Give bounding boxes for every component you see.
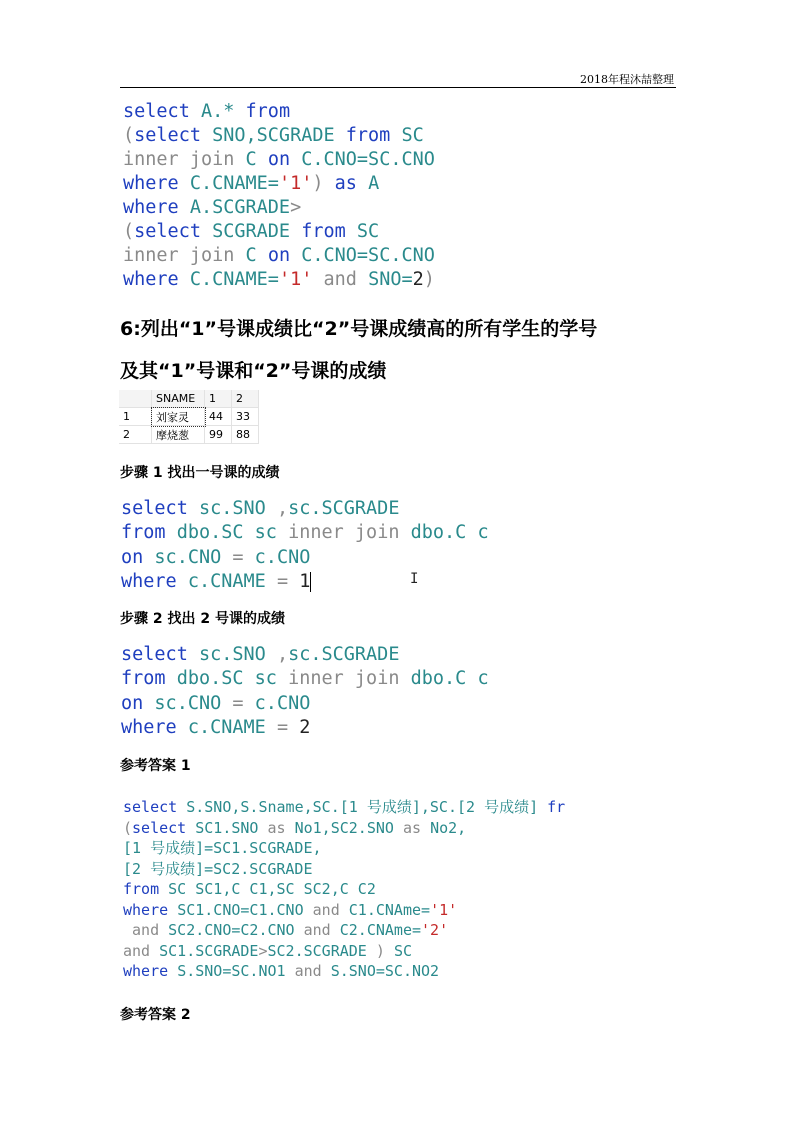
code-token: SNO= xyxy=(368,269,413,290)
code-token: C1.CNAme= xyxy=(348,900,431,919)
code-line xyxy=(123,900,565,921)
code-token: SC xyxy=(356,221,380,242)
code-line xyxy=(121,643,489,667)
code-token: sc.SCGRADE xyxy=(288,644,400,665)
code-token: on xyxy=(267,149,302,170)
code-token: sc.CNO xyxy=(154,692,233,714)
code-token: C2.CNAme= xyxy=(339,921,422,939)
code-token: from xyxy=(121,522,177,544)
code-token: > xyxy=(290,197,302,218)
code-token: where xyxy=(123,173,190,194)
code-line xyxy=(123,859,565,880)
code-token: and xyxy=(123,921,169,939)
code-token: SC SC1,C C1,SC SC2,C C2 xyxy=(168,880,376,898)
code-token: as xyxy=(402,818,431,837)
page-header xyxy=(120,71,676,88)
code-line xyxy=(121,546,489,570)
ibeam-cursor-icon: I xyxy=(410,571,419,587)
code-token: on xyxy=(267,245,302,266)
code-token: select xyxy=(121,498,199,519)
code-token: and xyxy=(323,269,369,290)
code-line xyxy=(121,570,489,594)
code-line xyxy=(123,797,565,818)
code-token: inner join xyxy=(288,522,411,544)
sname-cell[interactable]: 刘家灵 xyxy=(152,408,205,426)
code-token: sc.CNO xyxy=(154,546,233,568)
code-token: inner join xyxy=(123,149,246,170)
code-token: = xyxy=(276,570,300,592)
code-token: where xyxy=(123,197,190,218)
code-token: and xyxy=(312,900,349,919)
code-token: > xyxy=(258,941,268,960)
code-token: c.CNO xyxy=(254,692,311,714)
code-line xyxy=(123,148,435,172)
code-token: SC1.CNO=C1.CNO xyxy=(177,900,313,919)
text-cursor xyxy=(310,572,311,592)
code-token: inner join xyxy=(288,668,411,690)
sql-code-block-step1 xyxy=(121,497,489,594)
code-token: SC2.SCGRADE xyxy=(267,941,376,960)
code-token: [1 号成绩]=SC1.SCGRADE, xyxy=(123,839,322,857)
grade-2-cell[interactable]: 33 xyxy=(232,408,259,426)
row-number: 1 xyxy=(119,408,152,426)
code-token: from xyxy=(301,221,357,242)
code-token: select xyxy=(123,798,187,816)
code-token: = xyxy=(232,546,255,568)
code-token: 2 xyxy=(299,716,311,738)
code-token: S.SNO,S.Sname,SC.[1 号成绩],SC.[2 号成绩] xyxy=(186,798,548,816)
code-token: select xyxy=(132,818,196,837)
code-token: and xyxy=(123,941,160,960)
code-token: on xyxy=(121,546,155,568)
grade-1-cell[interactable]: 99 xyxy=(205,426,232,444)
code-token: C xyxy=(245,149,268,170)
code-line xyxy=(121,497,489,521)
code-token: SNO,SCGRADE xyxy=(212,125,346,146)
code-line xyxy=(123,818,565,839)
code-line xyxy=(123,172,435,196)
result-grid xyxy=(119,390,259,444)
code-token: from xyxy=(345,125,402,146)
result-header-row xyxy=(119,390,259,408)
result-header-cell xyxy=(119,390,152,408)
question-line-1: 6:列出“1”号课成绩比“2”号课成绩高的所有学生的学号 xyxy=(120,318,598,340)
code-token: = xyxy=(232,692,255,714)
step2-title: 步骤 2 找出 2 号课的成绩 xyxy=(120,611,285,627)
code-token: c.CNAME xyxy=(187,570,277,592)
code-token: = xyxy=(276,716,300,738)
sql-code-block-step2 xyxy=(121,643,489,740)
code-token: from xyxy=(123,880,169,898)
answer1-title: 参考答案 1 xyxy=(120,758,191,774)
code-token: No1,SC2.SNO xyxy=(294,818,403,837)
code-token: ( xyxy=(123,221,135,242)
code-line xyxy=(121,521,489,545)
code-token: '1' xyxy=(278,269,324,290)
code-line xyxy=(121,716,489,740)
code-line xyxy=(121,692,489,716)
code-token: sc.SNO xyxy=(198,498,277,519)
code-token: C.CNAME= xyxy=(189,269,279,290)
code-token: from xyxy=(121,668,177,690)
code-token: ) xyxy=(375,941,394,960)
code-line xyxy=(121,667,489,691)
code-line xyxy=(123,220,435,244)
code-token: on xyxy=(121,692,155,714)
code-token: dbo.SC sc xyxy=(176,668,289,690)
code-token: dbo.C c xyxy=(410,522,489,544)
code-token: ) xyxy=(423,269,435,290)
code-line xyxy=(123,838,565,859)
code-token: SC2.CNO=C2.CNO xyxy=(168,921,304,939)
code-token: A.* xyxy=(200,101,246,122)
code-token: , xyxy=(276,498,289,519)
code-token: 2 xyxy=(412,269,424,290)
code-token: SCGRADE xyxy=(212,221,302,242)
code-token: '2' xyxy=(421,921,449,939)
code-line xyxy=(123,879,565,900)
code-token: SC xyxy=(401,125,424,146)
code-token: select xyxy=(121,644,199,665)
sql-code-block-answer1 xyxy=(123,797,565,982)
code-token: inner join xyxy=(123,245,246,266)
code-token: as xyxy=(267,818,295,837)
code-token: where xyxy=(123,269,190,290)
code-token: ) xyxy=(312,173,335,194)
code-token: 1 xyxy=(299,570,311,592)
code-token: dbo.SC sc xyxy=(176,522,289,544)
code-token: c.CNO xyxy=(254,546,311,568)
code-token: S.SNO=SC.NO1 xyxy=(177,962,295,980)
code-line xyxy=(123,124,435,148)
code-token: ( xyxy=(123,125,135,146)
step1-title: 步骤 1 找出一号课的成绩 xyxy=(120,465,280,481)
code-token: C.CNO=SC.CNO xyxy=(301,149,435,170)
code-token: ( xyxy=(123,818,133,837)
code-token: sc.SCGRADE xyxy=(288,498,400,519)
question-line-2: 及其“1”号课和“2”号课的成绩 xyxy=(120,360,387,382)
result-header-cell: 2 xyxy=(232,390,259,408)
code-token: from xyxy=(245,101,291,122)
code-token: select xyxy=(134,125,213,146)
code-token: C xyxy=(245,245,268,266)
result-header-cell: 1 xyxy=(205,390,232,408)
code-token: sc.SNO xyxy=(198,644,277,665)
code-token: SC1.SNO xyxy=(195,818,268,837)
grade-2-cell[interactable]: 88 xyxy=(232,426,259,444)
code-token: S.SNO=SC.NO2 xyxy=(330,962,440,980)
code-token: as xyxy=(334,173,369,194)
row-number: 2 xyxy=(119,426,152,444)
table-row[interactable] xyxy=(119,426,259,444)
code-token: where xyxy=(121,716,188,738)
code-line xyxy=(123,920,565,941)
code-token: where xyxy=(121,570,188,592)
code-line xyxy=(123,196,435,220)
code-token: '1' xyxy=(278,173,313,194)
sname-cell[interactable]: 摩烧葱 xyxy=(152,426,205,444)
grade-1-cell[interactable]: 44 xyxy=(205,408,232,426)
code-token: c.CNAME xyxy=(187,716,277,738)
code-token: select xyxy=(134,221,213,242)
code-line xyxy=(123,244,435,268)
code-token: and xyxy=(294,962,331,980)
code-token: where xyxy=(123,900,178,919)
code-token: SC xyxy=(393,941,412,960)
code-line xyxy=(123,268,435,292)
result-header-cell: SNAME xyxy=(152,390,205,408)
header-text: 2018年程沐喆整理 xyxy=(580,73,674,86)
table-row[interactable] xyxy=(119,408,259,426)
code-token: No2, xyxy=(430,818,467,837)
code-line xyxy=(123,941,565,962)
code-token: A.SCGRADE xyxy=(189,197,291,218)
code-token: , xyxy=(276,644,289,665)
code-token: where xyxy=(123,962,178,980)
code-token: C.CNAME= xyxy=(189,173,279,194)
code-line xyxy=(123,961,565,982)
code-token: [2 号成绩]=SC2.SCGRADE xyxy=(123,859,313,878)
code-token: select xyxy=(123,101,201,122)
code-token: SC1.SCGRADE xyxy=(159,941,259,960)
code-token: '1' xyxy=(430,900,458,919)
code-token: dbo.C c xyxy=(410,668,489,690)
code-line xyxy=(123,100,435,124)
answer2-title: 参考答案 2 xyxy=(120,1007,191,1023)
code-token: and xyxy=(303,921,340,939)
code-token: fr xyxy=(547,798,566,816)
sql-code-block-1 xyxy=(123,100,435,292)
code-token: A xyxy=(368,173,380,194)
code-token: C.CNO=SC.CNO xyxy=(301,245,435,266)
